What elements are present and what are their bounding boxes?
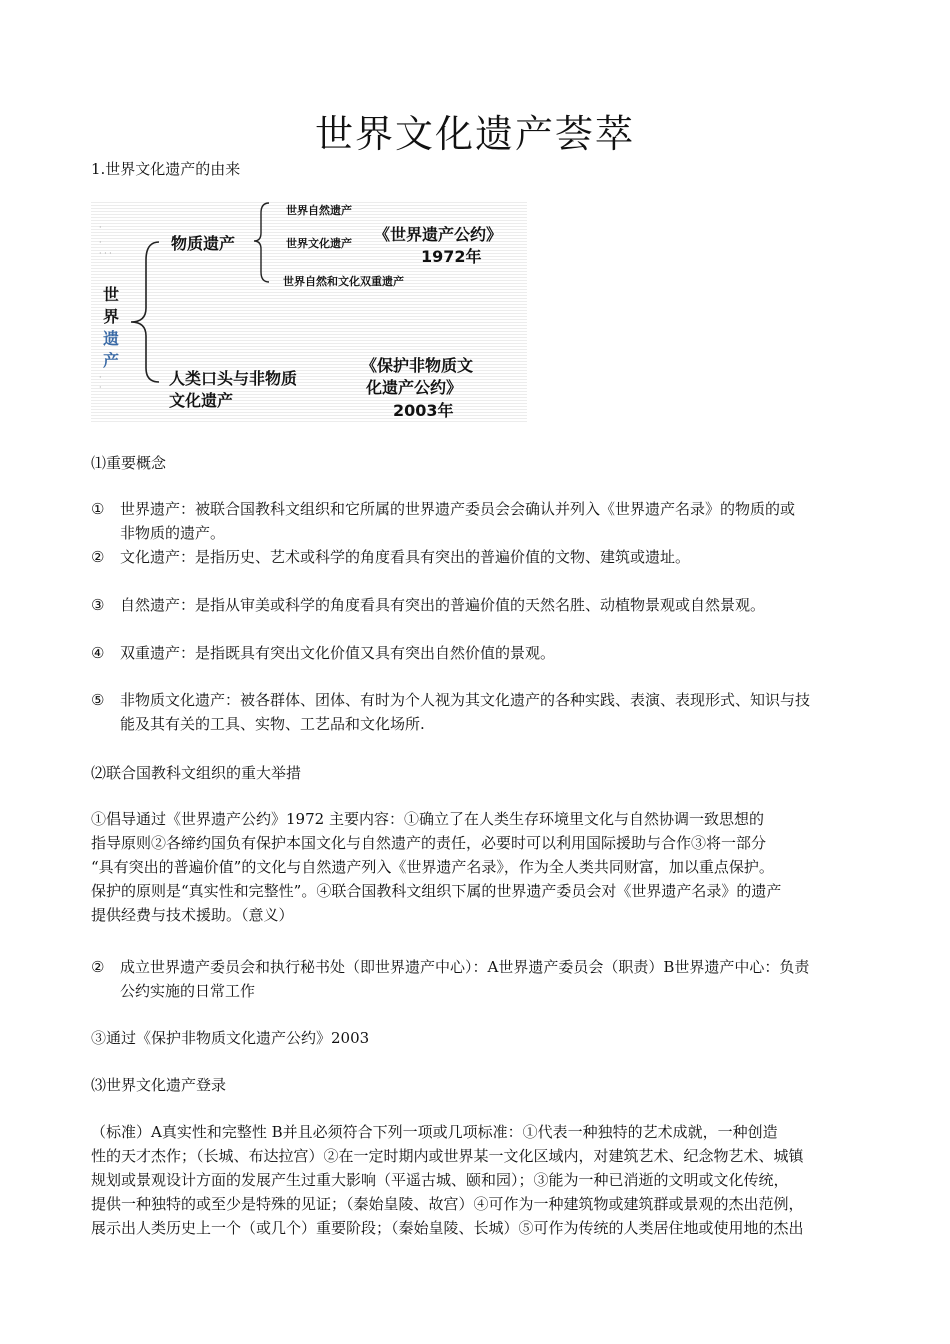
convention-2003-year: 2003年 bbox=[393, 401, 454, 420]
root-char-3: 遗 bbox=[103, 329, 120, 348]
paragraph-line: ①倡导通过《世界遗产公约》1972 主要内容：①确立了在人类生存环境里文化与自然协调一致思想的 bbox=[91, 810, 764, 828]
root-char-1: 世 bbox=[103, 285, 120, 304]
intangible-heritage-label-2: 文化遗产 bbox=[169, 391, 234, 410]
section-heading-concepts: ⑴重要概念 bbox=[91, 454, 167, 472]
mixed-heritage-label: 世界自然和文化双重遗产 bbox=[283, 275, 404, 288]
concept-line: 文化遗产：是指历史、艺术或科学的角度看具有突出的普遍价值的文物、建筑或遗址。 bbox=[120, 548, 691, 566]
root-char-4: 产 bbox=[103, 351, 120, 370]
measure-line: 成立世界遗产委员会和执行秘书处（即世界遗产中心）：A世界遗产委员会（职责）B世界遗产中心：负责 bbox=[120, 958, 810, 976]
page-title: 世界文化遗产荟萃 bbox=[314, 112, 635, 156]
paragraph-line: 指导原则②各缔约国负有保护本国文化与自然遗产的责任，必要时可以利用国际援助与合作③将一部分 bbox=[91, 834, 767, 852]
svg-text:· · ·: · · · bbox=[99, 249, 112, 258]
svg-text:·: · bbox=[99, 373, 102, 382]
section-heading-origin: 1.世界文化遗产的由来 bbox=[91, 160, 241, 178]
paragraph-line: 展示出人类历史上一个（或几个）重要阶段；（秦始皇陵、长城）⑤可作为传统的人类居住地或使用地的杰出 bbox=[91, 1219, 804, 1237]
paragraph-line: 性的天才杰作；（长城、布达拉宫）②在一定时期内或世界某一文化区域内，对建筑艺术、纪念物艺术、城镇 bbox=[91, 1147, 804, 1165]
listing-criteria-paragraph bbox=[91, 1120, 871, 1240]
measure-line: 公约实施的日常工作 bbox=[120, 982, 256, 1000]
concept-item bbox=[91, 497, 871, 545]
svg-text:·: · bbox=[99, 223, 102, 232]
concept-number: ④ bbox=[91, 644, 105, 662]
measure-1-paragraph bbox=[91, 807, 871, 927]
section-heading-measures: ⑵联合国教科文组织的重大举措 bbox=[91, 764, 302, 782]
concept-number: ⑤ bbox=[91, 691, 105, 709]
concept-line: 非物质文化遗产：被各群体、团体、有时为个人视为其文化遗产的各种实践、表演、表现形式、知识与技 bbox=[120, 691, 811, 709]
paragraph-line: 提供一种独特的或至少是特殊的见证；（秦始皇陵、故宫）④可作为一种建筑物或建筑群或景观的杰出范例， bbox=[91, 1195, 804, 1213]
svg-text:·: · bbox=[99, 383, 102, 392]
paragraph-line: “具有突出的普遍价值”的文化与自然遗产列入《世界遗产名录》，作为全人类共同财富，加以重点保护。 bbox=[91, 858, 774, 876]
concept-number: ② bbox=[91, 548, 105, 566]
convention-2003-line2: 化遗产公约》 bbox=[366, 378, 463, 397]
section-heading-listing: ⑶世界文化遗产登录 bbox=[91, 1076, 227, 1094]
measure-3-text: ③通过《保护非物质文化遗产公约》2003 bbox=[91, 1029, 370, 1047]
concept-number: ① bbox=[91, 500, 105, 518]
intangible-heritage-label-1: 人类口头与非物质 bbox=[169, 369, 298, 388]
paragraph-line: 规划或景观设计方面的发展产生过重大影响（平遥古城、颐和园）；③能为一种已消逝的文明或文化传统， bbox=[91, 1171, 789, 1189]
root-char-2: 界 bbox=[103, 307, 120, 326]
concept-line: 世界遗产：被联合国教科文组织和它所属的世界遗产委员会会确认并列入《世界遗产名录》的物质的或 bbox=[120, 500, 796, 518]
paragraph-line: 提供经费与技术援助。（意义） bbox=[91, 906, 294, 924]
concept-number: ③ bbox=[91, 596, 105, 614]
convention-2003-line1: 《保护非物质文 bbox=[361, 356, 474, 375]
concept-item bbox=[91, 641, 871, 665]
main-brace bbox=[131, 242, 159, 382]
concept-line: 双重遗产：是指既具有突出文化价值又具有突出自然价值的景观。 bbox=[120, 644, 556, 662]
concept-line: 自然遗产：是指从审美或科学的角度看具有突出的普遍价值的天然名胜、动植物景观或自然景观。 bbox=[120, 596, 766, 614]
svg-text:·: · bbox=[99, 238, 102, 247]
convention-1972-year: 1972年 bbox=[421, 247, 482, 266]
concept-line: 非物质的遗产。 bbox=[120, 524, 226, 542]
concept-item bbox=[91, 593, 871, 617]
paragraph-line: 保护的原则是“真实性和完整性”。④联合国教科文组织下属的世界遗产委员会对《世界遗产名录》的遗产 bbox=[91, 882, 782, 900]
cultural-heritage-label: 世界文化遗产 bbox=[286, 237, 352, 250]
natural-heritage-label: 世界自然遗产 bbox=[286, 204, 352, 217]
convention-1972-title: 《世界遗产公约》 bbox=[374, 225, 503, 244]
concept-item bbox=[91, 545, 871, 569]
concept-line: 能及其有关的工具、实物、工艺品和文化场所. bbox=[120, 715, 425, 733]
concept-item bbox=[91, 688, 871, 736]
measure-2-item bbox=[91, 955, 871, 1003]
sub-brace bbox=[254, 203, 269, 282]
measure-number: ② bbox=[91, 958, 105, 976]
heritage-classification-diagram bbox=[91, 200, 527, 422]
paragraph-line: （标准）A真实性和完整性 B并且必须符合下列一项或几项标准：①代表一种独特的艺术成就，一种创造 bbox=[91, 1123, 778, 1141]
material-heritage-label: 物质遗产 bbox=[171, 234, 236, 253]
